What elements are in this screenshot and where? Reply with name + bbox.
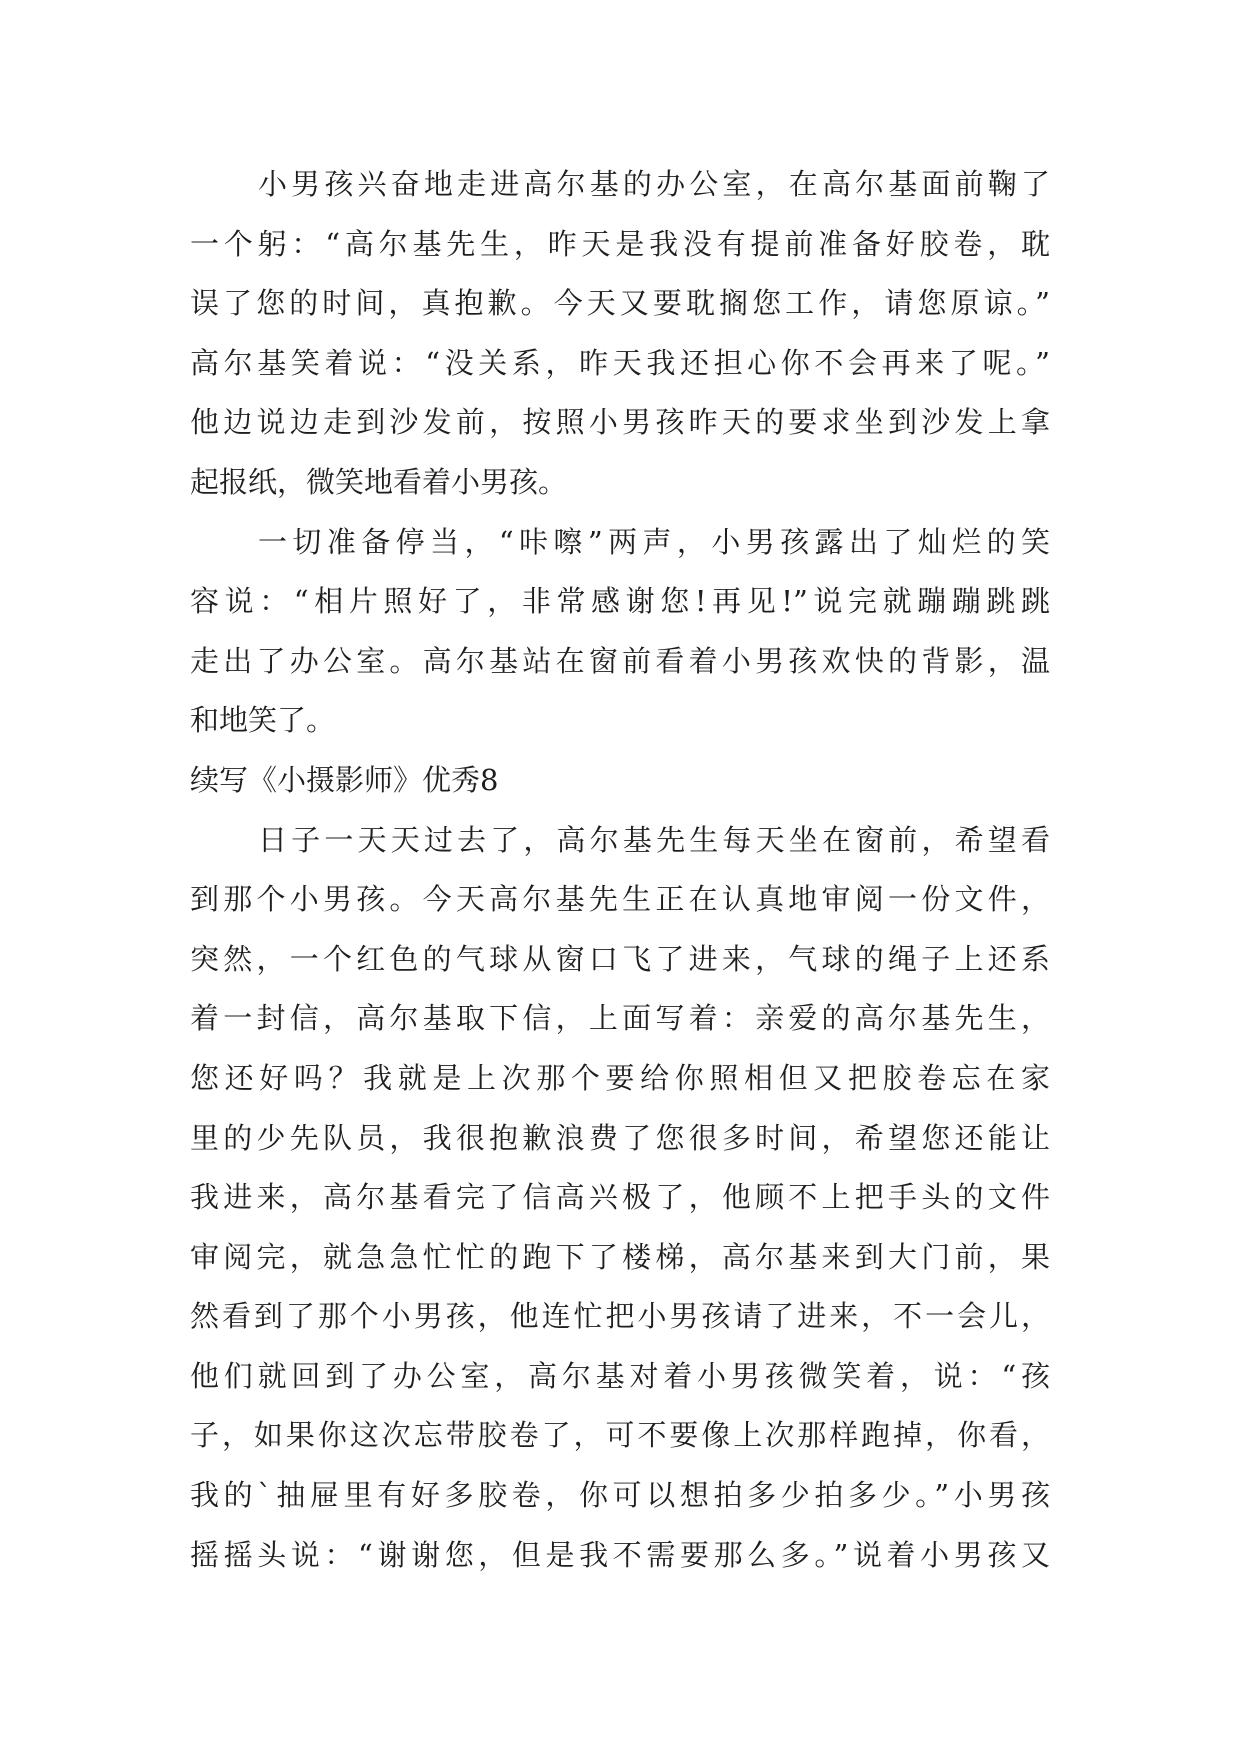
text-line: 着一封信，高尔基取下信，上面写着：亲爱的高尔基先生， [190, 1001, 1050, 1036]
text-line: 高尔基笑着说：“没关系，昨天我还担心你不会再来了呢。” [190, 345, 1050, 380]
text-line: 摇摇头说：“谢谢您，但是我不需要那么多。”说着小男孩又 [190, 1537, 1050, 1572]
text-line: 突然，一个红色的气球从窗口飞了进来，气球的绳子上还系 [190, 941, 1050, 976]
text-line: 您还好吗？我就是上次那个要给你照相但又把胶卷忘在家 [190, 1060, 1050, 1095]
paragraph-1 [190, 155, 1050, 513]
text-line: 他们就回到了办公室，高尔基对着小男孩微笑着，说：“孩 [190, 1358, 1050, 1393]
paragraph-3 [190, 811, 1050, 1586]
text-line: 和地笑了。 [190, 703, 336, 738]
text-line: 子，如果你这次忘带胶卷了，可不要像上次那样跑掉，你看， [190, 1418, 1050, 1453]
text-line: 到那个小男孩。今天高尔基先生正在认真地审阅一份文件， [190, 882, 1050, 917]
section-heading: 续写《小摄影师》优秀8 [190, 762, 499, 797]
text-line: 他边说边走到沙发前，按照小男孩昨天的要求坐到沙发上拿 [190, 405, 1050, 440]
text-line: 起报纸，微笑地看着小男孩。 [190, 464, 568, 499]
document-body [190, 155, 1050, 1585]
text-line: 一个躬：“高尔基先生，昨天是我没有提前准备好胶卷，耽 [190, 226, 1050, 261]
text-line: 日子一天天过去了，高尔基先生每天坐在窗前，希望看 [258, 822, 1050, 857]
text-line: 小男孩兴奋地走进高尔基的办公室，在高尔基面前鞠了 [258, 167, 1050, 201]
text-line: 里的少先队员，我很抱歉浪费了您很多时间，希望您还能让 [190, 1120, 1050, 1155]
text-line: 我进来，高尔基看完了信高兴极了，他顾不上把手头的文件 [190, 1180, 1050, 1215]
text-line: 审阅完，就急急忙忙的跑下了楼梯，高尔基来到大门前，果 [190, 1239, 1050, 1274]
text-line: 容说：“相片照好了，非常感谢您!再见!”说完就蹦蹦跳跳 [190, 584, 1050, 619]
text-line: 然看到了那个小男孩，他连忙把小男孩请了进来，不一会儿， [190, 1299, 1050, 1334]
text-line: 一切准备停当，“咔嚓”两声，小男孩露出了灿烂的笑 [258, 524, 1050, 559]
text-line: 我的`抽屉里有好多胶卷，你可以想拍多少拍多少。”小男孩 [190, 1478, 1050, 1513]
text-line: 误了您的时间，真抱歉。今天又要耽搁您工作，请您原谅。” [190, 286, 1050, 321]
text-line: 走出了办公室。高尔基站在窗前看着小男孩欢快的背影，温 [190, 643, 1050, 678]
paragraph-2 [190, 513, 1050, 751]
